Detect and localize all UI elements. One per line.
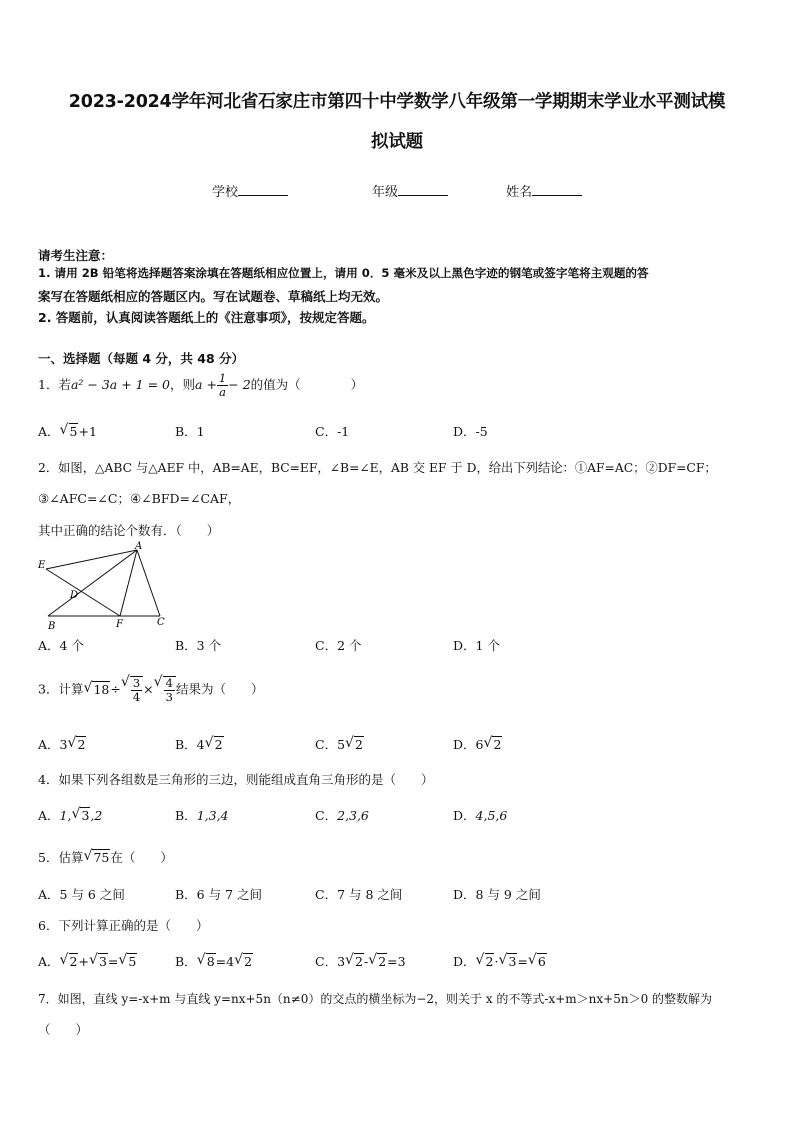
q4-opt-d-label: D． — [453, 808, 476, 823]
page-title-continued: 拟试题 — [371, 132, 423, 152]
q3-opt-d-radicand: 2 — [493, 737, 502, 752]
q6-opt-d-label: D． — [453, 954, 476, 969]
school-field — [212, 181, 288, 200]
q4-opt-a-radical — [71, 808, 90, 823]
q1-option-c: C．-1 — [315, 424, 350, 439]
q1-opt-a-label: A． — [38, 424, 60, 439]
q6-option-b — [175, 952, 253, 970]
q4-opt-d-value: 4,5,6 — [475, 808, 508, 823]
q4-opt-c-value: 2,3,6 — [337, 808, 369, 823]
q6-a-r2: 2 — [69, 954, 78, 969]
q5-suffix: 在（ ） — [110, 850, 173, 865]
q1-prefix: 1．若 — [38, 377, 71, 392]
q5-prefix: 5．估算 — [38, 850, 84, 865]
q6-c-three: 3 — [337, 954, 346, 969]
q1-expr-tail: − 2 — [228, 377, 251, 392]
q3-option-a — [38, 735, 86, 753]
q6-c-r2b: 2 — [378, 954, 387, 969]
q6-d-r3: 3 — [508, 954, 517, 969]
q6-d-dot: · — [494, 954, 499, 969]
q3-radicand-1: 18 — [93, 681, 110, 697]
question-2: 2．如图，△ABC 与△AEF 中，AB=AE，BC=EF，∠B=∠E，AB 交 EF 于 D，给出下列结论：①AF=AC；②DF=CF； — [38, 461, 717, 475]
school-label: 学校 — [212, 185, 239, 200]
q3-option-c — [315, 735, 364, 753]
q6-option-d — [453, 952, 547, 970]
q6-option-a — [38, 952, 137, 970]
q6-a-r5: 5 — [128, 954, 137, 969]
grade-label: 年级 — [372, 185, 399, 200]
edge-af — [120, 550, 137, 616]
grade-blank — [398, 183, 448, 196]
name-label: 姓名 — [506, 185, 533, 200]
q3-f2-den: 3 — [165, 690, 173, 704]
q3-opt-d-label: D．6 — [453, 737, 484, 752]
notice-item-1: 1. 请用 2B 铅笔将选择题答案涂填在答题纸相应位置上，请用 0．5 毫米及以上黑色字迹的钢笔或签字笔将主观题的答 — [38, 266, 649, 280]
point-e-label: E — [38, 560, 46, 571]
q3-radical-2 — [121, 676, 143, 704]
question-4: 4．如果下列各组数是三角形的三边，则能组成直角三角形的是（ ） — [38, 772, 434, 787]
q4-option-b — [175, 806, 229, 824]
q4-option-c — [315, 806, 369, 824]
q3-opt-a-label: A．3 — [38, 737, 68, 752]
question-5 — [38, 848, 173, 866]
q3-option-b — [175, 735, 224, 753]
q5-radicand: 75 — [93, 850, 110, 865]
name-blank — [532, 183, 582, 196]
question-1 — [38, 372, 363, 399]
q6-c-minus: - — [363, 954, 369, 969]
q3-opt-a-radicand: 2 — [77, 737, 86, 752]
page-title: 2023-2024学年河北省石家庄市第四十中学数学八年级第一学期期末学业水平测试模 — [68, 92, 726, 112]
q2-option-b: B．3 个 — [175, 638, 222, 653]
notice-item-1-cont: 案写在答题纸相应的答题区内。写在试题卷、草稿纸上均无效。 — [38, 289, 389, 304]
q1-expr: a + — [195, 377, 217, 392]
q4-opt-a-radicand: 3 — [81, 808, 90, 823]
q4-option-d — [453, 806, 507, 824]
point-f-label: F — [116, 619, 123, 630]
q2-option-d: D．1 个 — [453, 638, 500, 653]
q6-b-eq4: =4 — [215, 954, 235, 969]
q1-fraction — [217, 372, 228, 399]
q3-times: × — [143, 681, 154, 697]
q3-radical-3 — [154, 676, 176, 704]
q6-c-r2a: 2 — [355, 954, 363, 969]
name-field — [506, 181, 582, 200]
q4-opt-b-value: 1,3,4 — [196, 808, 229, 823]
school-blank — [238, 183, 288, 196]
question-6: 6．下列计算正确的是（ ） — [38, 918, 209, 933]
edge-ac — [137, 550, 160, 616]
q5-option-b: B．6 与 7 之间 — [175, 887, 263, 902]
q6-b-r8: 8 — [206, 954, 215, 969]
question-7: 7．如图，直线 y=-x+m 与直线 y=nx+5n（n≠0）的交点的横坐标为−2，则关于 x 的不等式-x+m＞nx+5n＞0 的整数解为 — [38, 992, 713, 1006]
q2-option-a: A．4 个 — [38, 638, 84, 653]
q3-f1-den: 4 — [132, 690, 141, 704]
q6-opt-b-label: B． — [175, 954, 197, 969]
point-b-label: B — [48, 621, 56, 630]
q5-option-c: C．7 与 8 之间 — [315, 887, 403, 902]
q4-opt-a-pre: 1, — [59, 808, 72, 823]
q3-opt-c-radicand: 2 — [355, 737, 363, 752]
q5-radical — [83, 850, 110, 865]
q3-opt-b-radicand: 2 — [214, 737, 223, 752]
question-3 — [38, 676, 264, 704]
question-7-cont: （ ） — [38, 1022, 89, 1037]
q6-option-c — [315, 952, 406, 970]
q2-option-c: C．2 个 — [315, 638, 362, 653]
q3-radical-1 — [83, 682, 110, 697]
notice-heading: 请考生注意： — [38, 248, 114, 263]
q1-frac-num: 1 — [218, 371, 227, 385]
q6-d-r6: 6 — [537, 954, 546, 969]
q2-triangle-figure — [34, 540, 174, 630]
q3-opt-b-label: B．4 — [175, 737, 205, 752]
q4-option-a — [38, 806, 102, 824]
q1-opt-a-radicand: 5 — [69, 424, 78, 439]
q6-opt-c-label: C． — [315, 954, 338, 969]
q6-d-eq: = — [517, 954, 528, 969]
q6-d-r2: 2 — [485, 954, 494, 969]
q4-opt-a-label: A． — [38, 808, 60, 823]
q3-f2-num: √ 4 — [165, 676, 173, 690]
q6-a-eq: = — [107, 954, 119, 969]
question-2-cont: ③∠AFC=∠C；④∠BFD=∠CAF， — [38, 491, 241, 506]
q4-opt-b-label: B． — [175, 808, 197, 823]
q1-option-d: D．-5 — [453, 424, 488, 439]
q1-equation: a² − 3a + 1 = 0 — [70, 377, 170, 392]
q1-opt-a-radical — [60, 424, 79, 439]
q5-option-d: D．8 与 9 之间 — [453, 887, 541, 902]
point-c-label: C — [157, 617, 165, 628]
edge-ab — [48, 550, 137, 616]
q5-option-a: A．5 与 6 之间 — [38, 887, 125, 902]
point-a-label: A — [135, 541, 143, 552]
q3-opt-c-radical — [345, 737, 364, 752]
q3-opt-a-radical — [67, 737, 86, 752]
q4-opt-c-label: C． — [315, 808, 338, 823]
question-2-ask: 其中正确的结论个数有．（ ） — [38, 523, 220, 538]
q3-divide: ÷ — [110, 681, 121, 697]
q1-opt-a-tail: +1 — [78, 424, 97, 439]
q1-option-a — [38, 422, 97, 440]
q3-f1-num: √ 3 — [132, 676, 141, 690]
q3-opt-d-radical — [483, 737, 502, 752]
grade-field — [372, 181, 448, 200]
q6-a-plus: + — [78, 954, 89, 969]
q3-opt-b-radical — [205, 737, 224, 752]
q1-mid: ，则 — [170, 377, 196, 392]
q6-a-r3: 3 — [98, 954, 107, 969]
q3-prefix: 3．计算 — [38, 681, 84, 697]
q1-suffix: 的值为（ ） — [250, 377, 364, 392]
point-d-label: D — [70, 590, 79, 601]
q3-option-d — [453, 735, 502, 753]
q6-opt-a-label: A． — [38, 954, 60, 969]
q6-c-eq3: =3 — [387, 954, 406, 969]
q1-frac-den: a — [219, 385, 227, 399]
q6-b-r2: 2 — [244, 954, 253, 969]
section-heading: 一、选择题（每题 4 分，共 48 分） — [38, 351, 245, 366]
q1-option-b: B．1 — [175, 424, 205, 439]
notice-item-2: 2. 答题前，认真阅读答题纸上的《注意事项》，按规定答题。 — [38, 310, 375, 325]
q4-opt-a-post: ,2 — [90, 808, 103, 823]
q3-suffix: 结果为（ ） — [175, 681, 264, 697]
q3-opt-c-label: C．5 — [315, 737, 346, 752]
